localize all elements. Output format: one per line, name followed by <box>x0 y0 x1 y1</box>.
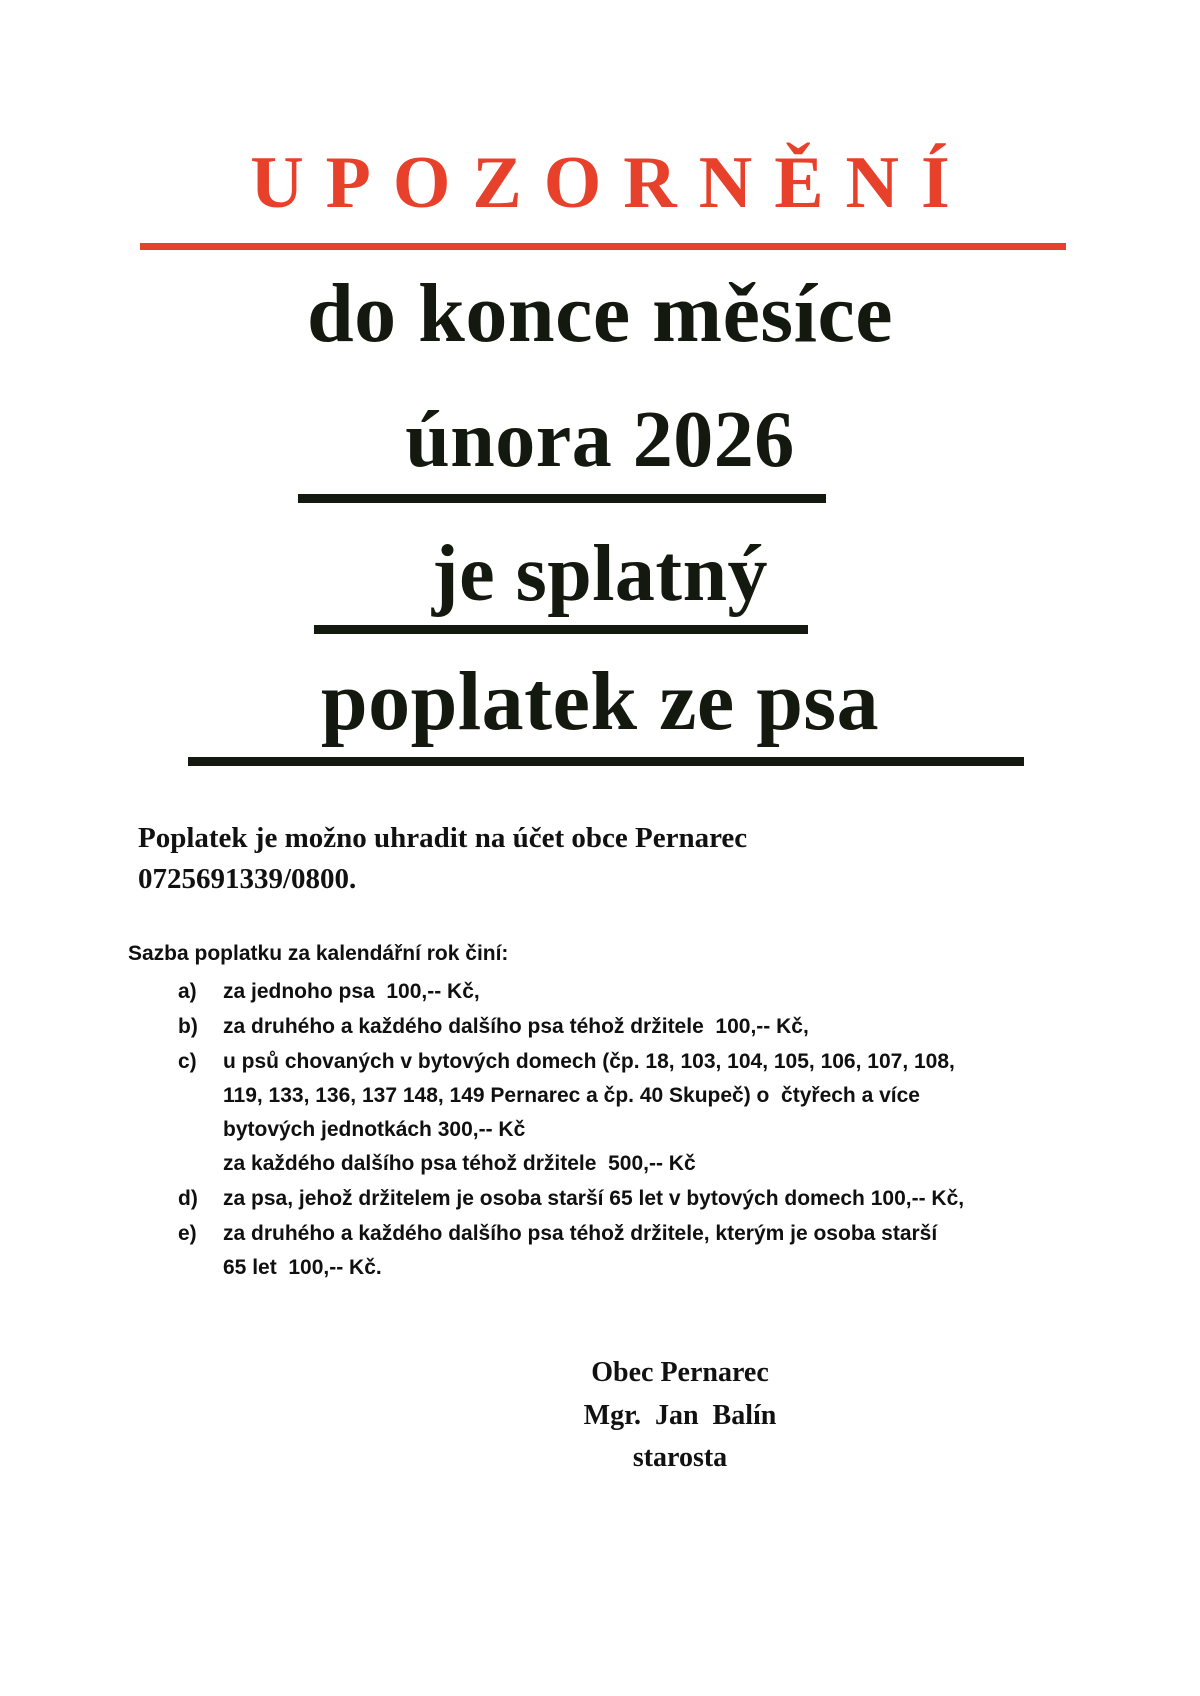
rate-item-text-line: za psa, jehož držitelem je osoba starší 65 let v bytových domech 100,-- Kč, <box>223 1187 965 1211</box>
headline-underline-poplatek <box>188 757 1024 766</box>
rate-item-text-line: za každého dalšího psa téhož držitele 500,-- Kč <box>223 1152 696 1176</box>
rate-item-text-line: 119, 133, 136, 137 148, 149 Pernarec a čp. 40 Skupeč) o čtyřech a více <box>223 1084 920 1108</box>
rate-item-marker: c) <box>178 1050 197 1074</box>
rate-item-text <box>223 975 1088 1009</box>
signature-role: starosta <box>632 1442 728 1474</box>
rate-item <box>128 1217 1088 1285</box>
account-paragraph <box>138 818 1098 900</box>
account-text-line: Poplatek je možno uhradit na účet obce Pernarec <box>138 822 748 854</box>
rate-item-text <box>223 1182 1088 1216</box>
rate-item-marker: d) <box>178 1187 198 1211</box>
headline-line-3: je splatný <box>431 530 769 618</box>
signature-block <box>480 1352 880 1480</box>
headline-line-2: února 2026 <box>405 396 795 484</box>
rate-list <box>128 975 1088 1285</box>
rate-item <box>128 975 1088 1009</box>
rate-item-text-line: za jednoho psa 100,-- Kč, <box>223 980 480 1004</box>
title-underline-rule <box>140 243 1066 250</box>
rate-item <box>128 1010 1088 1044</box>
headline-underline-unora <box>298 494 826 503</box>
headline-line-1: do konce měsíce <box>306 267 894 360</box>
signature-organization: Obec Pernarec <box>591 1357 769 1388</box>
rate-item-text-line: u psů chovaných v bytových domech (čp. 18, 103, 104, 105, 106, 107, 108, <box>223 1050 955 1074</box>
rate-item-marker: e) <box>178 1222 197 1246</box>
rate-item-marker: a) <box>178 980 197 1004</box>
notice-title <box>0 142 1200 224</box>
signature-name: Mgr. Jan Balín <box>583 1399 777 1431</box>
rate-item-text <box>223 1010 1088 1044</box>
rates-intro: Sazba poplatku za kalendářní rok činí: <box>128 942 509 965</box>
account-number: 0725691339/0800. <box>138 863 357 896</box>
rate-item <box>128 1182 1088 1216</box>
rates-section <box>128 940 1088 1286</box>
rate-item-text-line: bytových jednotkách 300,-- Kč <box>223 1118 526 1142</box>
rate-item-text-line: za druhého a každého dalšího psa téhož držitele 100,-- Kč, <box>223 1015 809 1039</box>
rate-item <box>128 1045 1088 1181</box>
rate-item-text-line: 65 let 100,-- Kč. <box>223 1256 382 1280</box>
headline-underline-splatny <box>314 625 808 634</box>
rate-item-text <box>223 1045 1088 1181</box>
rate-item-text <box>223 1217 1088 1285</box>
rate-item-text-line: za druhého a každého dalšího psa téhož držitele, kterým je osoba starší <box>223 1222 938 1246</box>
notice-title-text: UPOZORNĚNÍ <box>250 142 972 224</box>
rate-item-marker: b) <box>178 1015 198 1039</box>
headline-line-4: poplatek ze psa <box>320 655 880 748</box>
